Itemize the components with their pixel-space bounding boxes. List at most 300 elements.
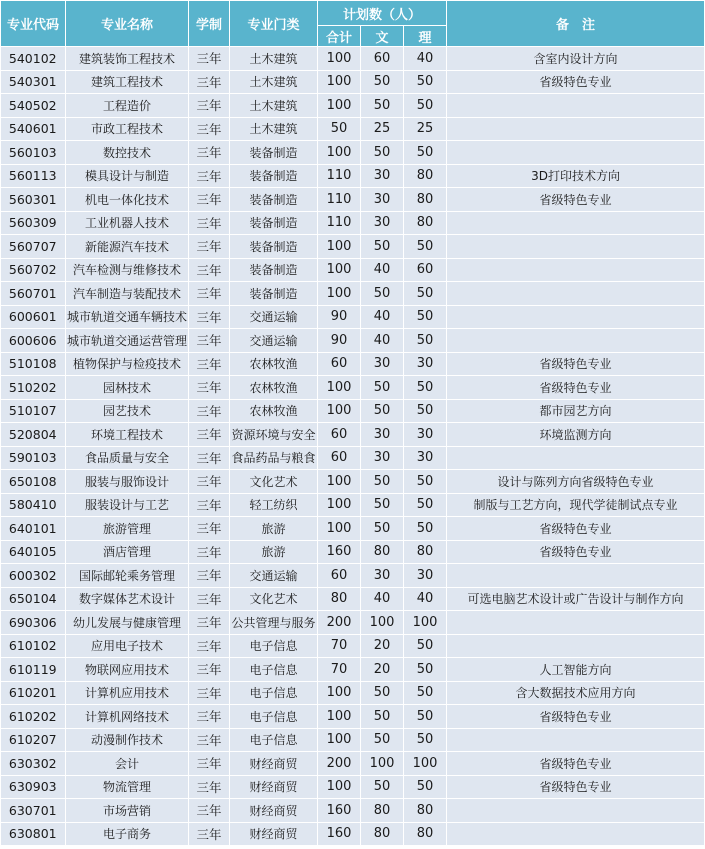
category-cell: 公共管理与服务 bbox=[230, 611, 318, 635]
li-cell: 50 bbox=[404, 634, 447, 658]
code-cell: 540102 bbox=[1, 47, 66, 71]
li-cell: 50 bbox=[404, 282, 447, 306]
name-cell: 建筑装饰工程技术 bbox=[66, 47, 189, 71]
category-cell: 装备制造 bbox=[230, 258, 318, 282]
category-cell: 文化艺术 bbox=[230, 587, 318, 611]
code-cell: 630801 bbox=[1, 822, 66, 846]
table-row bbox=[1, 352, 705, 376]
category-cell: 资源环境与安全 bbox=[230, 423, 318, 447]
note-cell: 3D打印技术方向 bbox=[447, 164, 705, 188]
system-cell: 三年 bbox=[189, 587, 230, 611]
li-cell: 100 bbox=[404, 611, 447, 635]
header-code: 专业代码 bbox=[1, 1, 66, 47]
note-cell: 省级特色专业 bbox=[447, 517, 705, 541]
note-cell bbox=[447, 564, 705, 588]
note-cell bbox=[447, 94, 705, 118]
note-cell bbox=[447, 822, 705, 846]
code-cell: 560701 bbox=[1, 282, 66, 306]
note-cell bbox=[447, 235, 705, 259]
system-cell: 三年 bbox=[189, 822, 230, 846]
table-row bbox=[1, 752, 705, 776]
table-row bbox=[1, 329, 705, 353]
code-cell: 510108 bbox=[1, 352, 66, 376]
wen-cell: 30 bbox=[361, 188, 404, 212]
name-cell: 酒店管理 bbox=[66, 540, 189, 564]
header-category: 专业门类 bbox=[230, 1, 318, 47]
code-cell: 610207 bbox=[1, 728, 66, 752]
name-cell: 汽车制造与装配技术 bbox=[66, 282, 189, 306]
table-row bbox=[1, 540, 705, 564]
system-cell: 三年 bbox=[189, 775, 230, 799]
category-cell: 电子信息 bbox=[230, 658, 318, 682]
wen-cell: 30 bbox=[361, 211, 404, 235]
name-cell: 幼儿发展与健康管理 bbox=[66, 611, 189, 635]
name-cell: 园林技术 bbox=[66, 376, 189, 400]
li-cell: 50 bbox=[404, 728, 447, 752]
total-cell: 100 bbox=[318, 70, 361, 94]
li-cell: 30 bbox=[404, 564, 447, 588]
note-cell: 省级特色专业 bbox=[447, 705, 705, 729]
code-cell: 610119 bbox=[1, 658, 66, 682]
category-cell: 土木建筑 bbox=[230, 70, 318, 94]
wen-cell: 30 bbox=[361, 564, 404, 588]
wen-cell: 40 bbox=[361, 329, 404, 353]
note-cell bbox=[447, 117, 705, 141]
note-cell bbox=[447, 611, 705, 635]
note-cell bbox=[447, 211, 705, 235]
name-cell: 物流管理 bbox=[66, 775, 189, 799]
total-cell: 70 bbox=[318, 634, 361, 658]
table-row bbox=[1, 587, 705, 611]
name-cell: 工程造价 bbox=[66, 94, 189, 118]
code-cell: 640105 bbox=[1, 540, 66, 564]
wen-cell: 50 bbox=[361, 493, 404, 517]
header-name: 专业名称 bbox=[66, 1, 189, 47]
name-cell: 计算机应用技术 bbox=[66, 681, 189, 705]
category-cell: 电子信息 bbox=[230, 634, 318, 658]
note-cell: 环境监测方向 bbox=[447, 423, 705, 447]
note-cell bbox=[447, 258, 705, 282]
table-row bbox=[1, 705, 705, 729]
category-cell: 交通运输 bbox=[230, 329, 318, 353]
table-row bbox=[1, 399, 705, 423]
total-cell: 90 bbox=[318, 329, 361, 353]
code-cell: 600302 bbox=[1, 564, 66, 588]
system-cell: 三年 bbox=[189, 282, 230, 306]
wen-cell: 50 bbox=[361, 94, 404, 118]
name-cell: 汽车检测与维修技术 bbox=[66, 258, 189, 282]
wen-cell: 50 bbox=[361, 470, 404, 494]
note-cell: 含室内设计方向 bbox=[447, 47, 705, 71]
wen-cell: 30 bbox=[361, 423, 404, 447]
wen-cell: 80 bbox=[361, 822, 404, 846]
total-cell: 90 bbox=[318, 305, 361, 329]
system-cell: 三年 bbox=[189, 352, 230, 376]
name-cell: 市场营销 bbox=[66, 799, 189, 823]
code-cell: 580410 bbox=[1, 493, 66, 517]
category-cell: 交通运输 bbox=[230, 305, 318, 329]
note-cell: 省级特色专业 bbox=[447, 752, 705, 776]
table-row bbox=[1, 658, 705, 682]
category-cell: 交通运输 bbox=[230, 564, 318, 588]
system-cell: 三年 bbox=[189, 611, 230, 635]
header-total: 合计 bbox=[318, 26, 361, 47]
category-cell: 财经商贸 bbox=[230, 799, 318, 823]
li-cell: 50 bbox=[404, 470, 447, 494]
name-cell: 食品质量与安全 bbox=[66, 446, 189, 470]
wen-cell: 30 bbox=[361, 446, 404, 470]
category-cell: 旅游 bbox=[230, 540, 318, 564]
name-cell: 旅游管理 bbox=[66, 517, 189, 541]
note-cell bbox=[447, 141, 705, 165]
code-cell: 560707 bbox=[1, 235, 66, 259]
table-row bbox=[1, 70, 705, 94]
code-cell: 690306 bbox=[1, 611, 66, 635]
system-cell: 三年 bbox=[189, 329, 230, 353]
total-cell: 60 bbox=[318, 423, 361, 447]
category-cell: 电子信息 bbox=[230, 728, 318, 752]
header-note: 备 注 bbox=[447, 1, 705, 47]
wen-cell: 50 bbox=[361, 775, 404, 799]
category-cell: 装备制造 bbox=[230, 164, 318, 188]
name-cell: 应用电子技术 bbox=[66, 634, 189, 658]
wen-cell: 80 bbox=[361, 540, 404, 564]
system-cell: 三年 bbox=[189, 235, 230, 259]
code-cell: 540502 bbox=[1, 94, 66, 118]
table-row bbox=[1, 799, 705, 823]
wen-cell: 50 bbox=[361, 728, 404, 752]
category-cell: 装备制造 bbox=[230, 235, 318, 259]
wen-cell: 20 bbox=[361, 658, 404, 682]
name-cell: 园艺技术 bbox=[66, 399, 189, 423]
name-cell: 会计 bbox=[66, 752, 189, 776]
system-cell: 三年 bbox=[189, 658, 230, 682]
wen-cell: 80 bbox=[361, 799, 404, 823]
table-row bbox=[1, 188, 705, 212]
system-cell: 三年 bbox=[189, 564, 230, 588]
header-plan: 计划数（人） bbox=[318, 1, 447, 26]
table-row bbox=[1, 376, 705, 400]
system-cell: 三年 bbox=[189, 47, 230, 71]
li-cell: 50 bbox=[404, 705, 447, 729]
system-cell: 三年 bbox=[189, 470, 230, 494]
total-cell: 80 bbox=[318, 587, 361, 611]
name-cell: 计算机网络技术 bbox=[66, 705, 189, 729]
code-cell: 600606 bbox=[1, 329, 66, 353]
wen-cell: 50 bbox=[361, 705, 404, 729]
wen-cell: 50 bbox=[361, 376, 404, 400]
system-cell: 三年 bbox=[189, 799, 230, 823]
category-cell: 装备制造 bbox=[230, 141, 318, 165]
note-cell bbox=[447, 799, 705, 823]
name-cell: 环境工程技术 bbox=[66, 423, 189, 447]
name-cell: 市政工程技术 bbox=[66, 117, 189, 141]
table-row bbox=[1, 446, 705, 470]
header-wen: 文 bbox=[361, 26, 404, 47]
note-cell: 制版与工艺方向，现代学徒制试点专业 bbox=[447, 493, 705, 517]
note-cell: 设计与陈列方向省级特色专业 bbox=[447, 470, 705, 494]
code-cell: 540601 bbox=[1, 117, 66, 141]
category-cell: 装备制造 bbox=[230, 211, 318, 235]
header-li: 理 bbox=[404, 26, 447, 47]
total-cell: 200 bbox=[318, 752, 361, 776]
category-cell: 旅游 bbox=[230, 517, 318, 541]
total-cell: 100 bbox=[318, 775, 361, 799]
table-row bbox=[1, 211, 705, 235]
note-cell bbox=[447, 634, 705, 658]
category-cell: 装备制造 bbox=[230, 282, 318, 306]
table-header bbox=[1, 1, 705, 47]
total-cell: 100 bbox=[318, 376, 361, 400]
li-cell: 30 bbox=[404, 446, 447, 470]
total-cell: 60 bbox=[318, 352, 361, 376]
system-cell: 三年 bbox=[189, 258, 230, 282]
system-cell: 三年 bbox=[189, 705, 230, 729]
note-cell bbox=[447, 728, 705, 752]
code-cell: 510107 bbox=[1, 399, 66, 423]
table-row bbox=[1, 517, 705, 541]
code-cell: 560309 bbox=[1, 211, 66, 235]
table-row bbox=[1, 117, 705, 141]
total-cell: 100 bbox=[318, 681, 361, 705]
li-cell: 50 bbox=[404, 399, 447, 423]
wen-cell: 50 bbox=[361, 235, 404, 259]
code-cell: 650108 bbox=[1, 470, 66, 494]
li-cell: 80 bbox=[404, 540, 447, 564]
li-cell: 80 bbox=[404, 822, 447, 846]
category-cell: 财经商贸 bbox=[230, 775, 318, 799]
wen-cell: 40 bbox=[361, 305, 404, 329]
system-cell: 三年 bbox=[189, 681, 230, 705]
note-cell: 省级特色专业 bbox=[447, 70, 705, 94]
note-cell: 省级特色专业 bbox=[447, 775, 705, 799]
total-cell: 100 bbox=[318, 258, 361, 282]
system-cell: 三年 bbox=[189, 540, 230, 564]
note-cell: 省级特色专业 bbox=[447, 188, 705, 212]
li-cell: 40 bbox=[404, 47, 447, 71]
li-cell: 50 bbox=[404, 681, 447, 705]
wen-cell: 50 bbox=[361, 517, 404, 541]
li-cell: 50 bbox=[404, 94, 447, 118]
table-row bbox=[1, 423, 705, 447]
table-row bbox=[1, 728, 705, 752]
name-cell: 服装设计与工艺 bbox=[66, 493, 189, 517]
category-cell: 农林牧渔 bbox=[230, 376, 318, 400]
wen-cell: 50 bbox=[361, 681, 404, 705]
note-cell bbox=[447, 446, 705, 470]
wen-cell: 40 bbox=[361, 587, 404, 611]
system-cell: 三年 bbox=[189, 70, 230, 94]
category-cell: 财经商贸 bbox=[230, 822, 318, 846]
total-cell: 110 bbox=[318, 164, 361, 188]
code-cell: 630302 bbox=[1, 752, 66, 776]
li-cell: 50 bbox=[404, 376, 447, 400]
code-cell: 630903 bbox=[1, 775, 66, 799]
table-row bbox=[1, 822, 705, 846]
code-cell: 610102 bbox=[1, 634, 66, 658]
system-cell: 三年 bbox=[189, 446, 230, 470]
category-cell: 土木建筑 bbox=[230, 94, 318, 118]
li-cell: 50 bbox=[404, 235, 447, 259]
name-cell: 植物保护与检疫技术 bbox=[66, 352, 189, 376]
li-cell: 40 bbox=[404, 587, 447, 611]
system-cell: 三年 bbox=[189, 493, 230, 517]
name-cell: 城市轨道交通运营管理 bbox=[66, 329, 189, 353]
li-cell: 50 bbox=[404, 658, 447, 682]
code-cell: 610201 bbox=[1, 681, 66, 705]
code-cell: 650104 bbox=[1, 587, 66, 611]
name-cell: 物联网应用技术 bbox=[66, 658, 189, 682]
table-row bbox=[1, 235, 705, 259]
category-cell: 电子信息 bbox=[230, 681, 318, 705]
system-cell: 三年 bbox=[189, 211, 230, 235]
code-cell: 560702 bbox=[1, 258, 66, 282]
note-cell: 都市园艺方向 bbox=[447, 399, 705, 423]
table-row bbox=[1, 470, 705, 494]
total-cell: 50 bbox=[318, 117, 361, 141]
total-cell: 100 bbox=[318, 141, 361, 165]
li-cell: 80 bbox=[404, 188, 447, 212]
name-cell: 服装与服饰设计 bbox=[66, 470, 189, 494]
li-cell: 50 bbox=[404, 493, 447, 517]
code-cell: 590103 bbox=[1, 446, 66, 470]
total-cell: 110 bbox=[318, 211, 361, 235]
name-cell: 电子商务 bbox=[66, 822, 189, 846]
code-cell: 510202 bbox=[1, 376, 66, 400]
li-cell: 50 bbox=[404, 775, 447, 799]
table-row bbox=[1, 282, 705, 306]
category-cell: 农林牧渔 bbox=[230, 399, 318, 423]
li-cell: 30 bbox=[404, 423, 447, 447]
li-cell: 50 bbox=[404, 305, 447, 329]
total-cell: 100 bbox=[318, 517, 361, 541]
total-cell: 100 bbox=[318, 282, 361, 306]
wen-cell: 30 bbox=[361, 164, 404, 188]
li-cell: 50 bbox=[404, 517, 447, 541]
note-cell: 省级特色专业 bbox=[447, 352, 705, 376]
category-cell: 文化艺术 bbox=[230, 470, 318, 494]
system-cell: 三年 bbox=[189, 141, 230, 165]
system-cell: 三年 bbox=[189, 752, 230, 776]
code-cell: 610202 bbox=[1, 705, 66, 729]
table-row bbox=[1, 611, 705, 635]
wen-cell: 60 bbox=[361, 47, 404, 71]
table-row bbox=[1, 775, 705, 799]
name-cell: 城市轨道交通车辆技术 bbox=[66, 305, 189, 329]
system-cell: 三年 bbox=[189, 94, 230, 118]
total-cell: 160 bbox=[318, 799, 361, 823]
table-row bbox=[1, 141, 705, 165]
category-cell: 装备制造 bbox=[230, 188, 318, 212]
table-row bbox=[1, 634, 705, 658]
code-cell: 560301 bbox=[1, 188, 66, 212]
total-cell: 60 bbox=[318, 446, 361, 470]
li-cell: 30 bbox=[404, 352, 447, 376]
table-row bbox=[1, 493, 705, 517]
total-cell: 100 bbox=[318, 94, 361, 118]
li-cell: 50 bbox=[404, 141, 447, 165]
name-cell: 机电一体化技术 bbox=[66, 188, 189, 212]
table-row bbox=[1, 681, 705, 705]
note-cell: 含大数据技术应用方向 bbox=[447, 681, 705, 705]
code-cell: 640101 bbox=[1, 517, 66, 541]
wen-cell: 100 bbox=[361, 752, 404, 776]
name-cell: 数字媒体艺术设计 bbox=[66, 587, 189, 611]
li-cell: 80 bbox=[404, 164, 447, 188]
system-cell: 三年 bbox=[189, 376, 230, 400]
note-cell bbox=[447, 282, 705, 306]
system-cell: 三年 bbox=[189, 634, 230, 658]
category-cell: 轻工纺织 bbox=[230, 493, 318, 517]
table-row bbox=[1, 564, 705, 588]
total-cell: 160 bbox=[318, 540, 361, 564]
wen-cell: 50 bbox=[361, 399, 404, 423]
table-row bbox=[1, 94, 705, 118]
category-cell: 土木建筑 bbox=[230, 117, 318, 141]
header-system: 学制 bbox=[189, 1, 230, 47]
name-cell: 工业机器人技术 bbox=[66, 211, 189, 235]
system-cell: 三年 bbox=[189, 117, 230, 141]
code-cell: 560103 bbox=[1, 141, 66, 165]
note-cell: 省级特色专业 bbox=[447, 376, 705, 400]
code-cell: 520804 bbox=[1, 423, 66, 447]
code-cell: 560113 bbox=[1, 164, 66, 188]
category-cell: 农林牧渔 bbox=[230, 352, 318, 376]
category-cell: 食品药品与粮食 bbox=[230, 446, 318, 470]
li-cell: 50 bbox=[404, 329, 447, 353]
total-cell: 70 bbox=[318, 658, 361, 682]
wen-cell: 50 bbox=[361, 282, 404, 306]
total-cell: 100 bbox=[318, 470, 361, 494]
li-cell: 100 bbox=[404, 752, 447, 776]
li-cell: 80 bbox=[404, 799, 447, 823]
name-cell: 模具设计与制造 bbox=[66, 164, 189, 188]
code-cell: 600601 bbox=[1, 305, 66, 329]
wen-cell: 25 bbox=[361, 117, 404, 141]
total-cell: 200 bbox=[318, 611, 361, 635]
note-cell: 省级特色专业 bbox=[447, 540, 705, 564]
total-cell: 100 bbox=[318, 399, 361, 423]
category-cell: 土木建筑 bbox=[230, 47, 318, 71]
note-cell bbox=[447, 305, 705, 329]
wen-cell: 100 bbox=[361, 611, 404, 635]
li-cell: 60 bbox=[404, 258, 447, 282]
table-row bbox=[1, 258, 705, 282]
total-cell: 100 bbox=[318, 728, 361, 752]
name-cell: 数控技术 bbox=[66, 141, 189, 165]
system-cell: 三年 bbox=[189, 399, 230, 423]
total-cell: 100 bbox=[318, 235, 361, 259]
wen-cell: 20 bbox=[361, 634, 404, 658]
system-cell: 三年 bbox=[189, 305, 230, 329]
name-cell: 动漫制作技术 bbox=[66, 728, 189, 752]
system-cell: 三年 bbox=[189, 188, 230, 212]
system-cell: 三年 bbox=[189, 164, 230, 188]
wen-cell: 50 bbox=[361, 70, 404, 94]
system-cell: 三年 bbox=[189, 423, 230, 447]
name-cell: 新能源汽车技术 bbox=[66, 235, 189, 259]
name-cell: 国际邮轮乘务管理 bbox=[66, 564, 189, 588]
total-cell: 100 bbox=[318, 493, 361, 517]
category-cell: 财经商贸 bbox=[230, 752, 318, 776]
system-cell: 三年 bbox=[189, 728, 230, 752]
table-body bbox=[1, 47, 705, 846]
total-cell: 100 bbox=[318, 705, 361, 729]
note-cell: 人工智能方向 bbox=[447, 658, 705, 682]
li-cell: 25 bbox=[404, 117, 447, 141]
wen-cell: 40 bbox=[361, 258, 404, 282]
li-cell: 80 bbox=[404, 211, 447, 235]
